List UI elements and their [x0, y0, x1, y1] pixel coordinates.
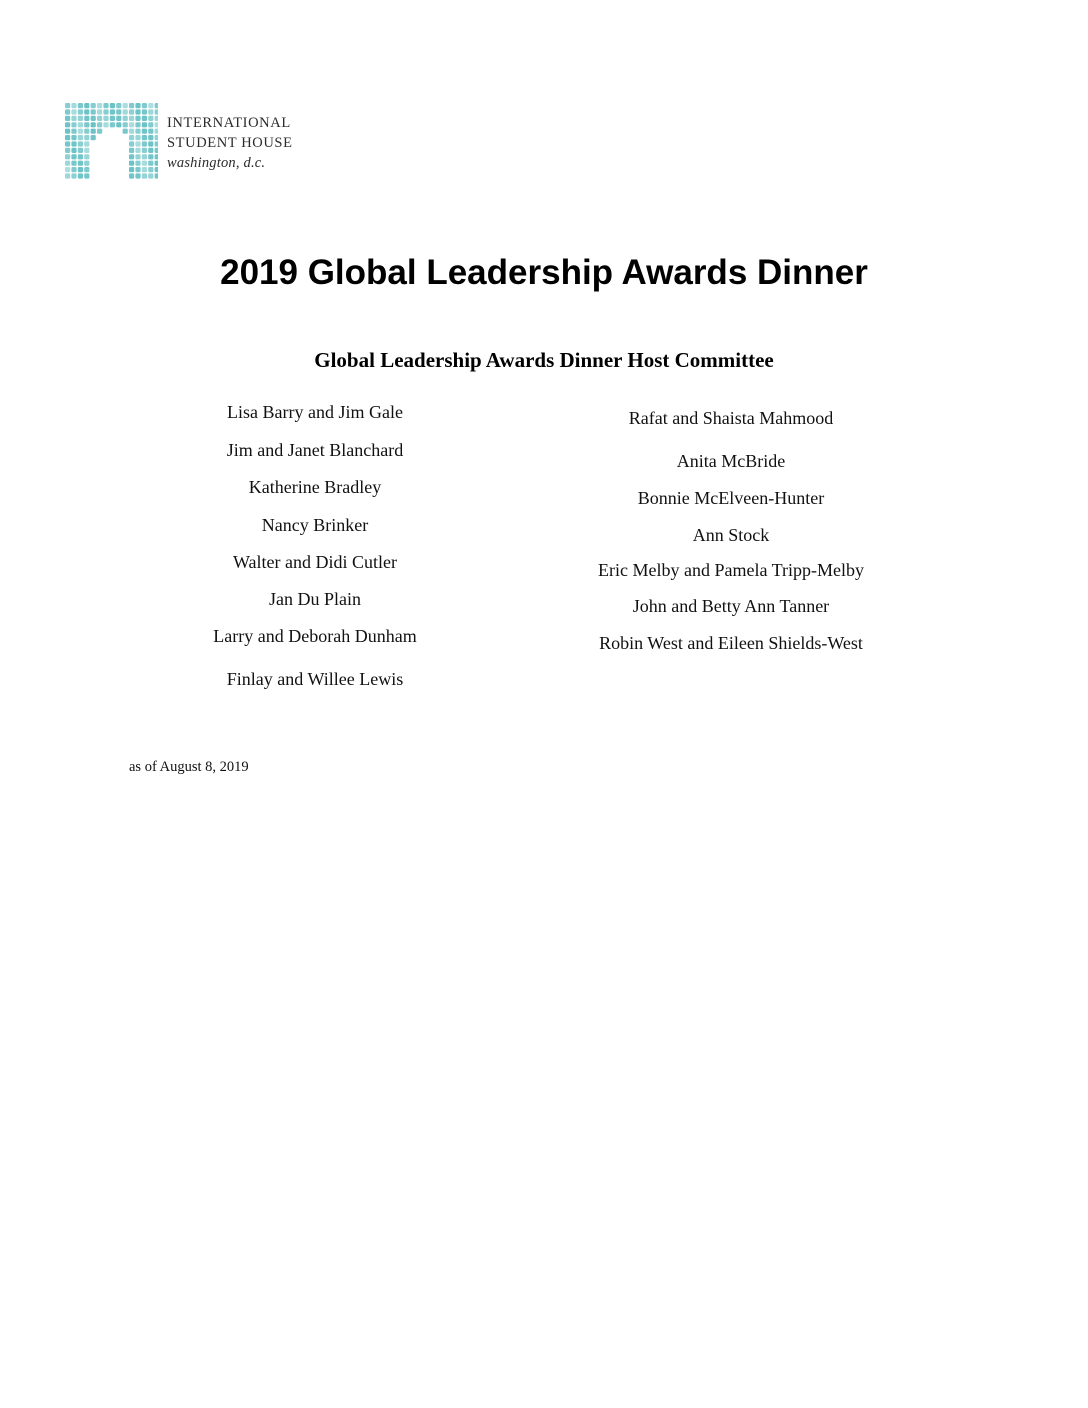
page-title: 2019 Global Leadership Awards Dinner	[220, 253, 868, 292]
committee-member: Larry and Deborah Dunham	[213, 626, 417, 646]
committee-member: Jan Du Plain	[269, 589, 361, 609]
committee-member: Eric Melby and Pamela Tripp-Melby	[598, 560, 864, 580]
committee-member: Jim and Janet Blanchard	[226, 440, 404, 460]
committee-member: Katherine Bradley	[248, 477, 382, 497]
committee-member: Nancy Brinker	[261, 515, 369, 535]
organization-logo	[64, 101, 324, 181]
committee-member: Walter and Didi Cutler	[232, 552, 397, 572]
committee-heading: Global Leadership Awards Dinner Host Committee	[314, 348, 774, 372]
committee-member: Bonnie McElveen-Hunter	[637, 488, 825, 508]
arch-mosaic-icon	[64, 101, 158, 179]
logo-line-city: washington, d.c.	[167, 155, 266, 171]
committee-member: Rafat and Shaista Mahmood	[628, 408, 834, 428]
committee-member: Lisa Barry and Jim Gale	[227, 402, 403, 422]
committee-member: Finlay and Willee Lewis	[226, 669, 404, 689]
logo-line-student-house: STUDENT HOUSE	[167, 135, 293, 151]
logo-line-international: INTERNATIONAL	[167, 115, 291, 131]
committee-member: Anita McBride	[676, 451, 786, 471]
logo-wordmark	[167, 113, 293, 173]
committee-member: Ann Stock	[692, 525, 770, 545]
committee-member: Robin West and Eileen Shields-West	[599, 633, 863, 653]
as-of-date-note: as of August 8, 2019	[129, 759, 249, 775]
committee-member: John and Betty Ann Tanner	[632, 596, 830, 616]
